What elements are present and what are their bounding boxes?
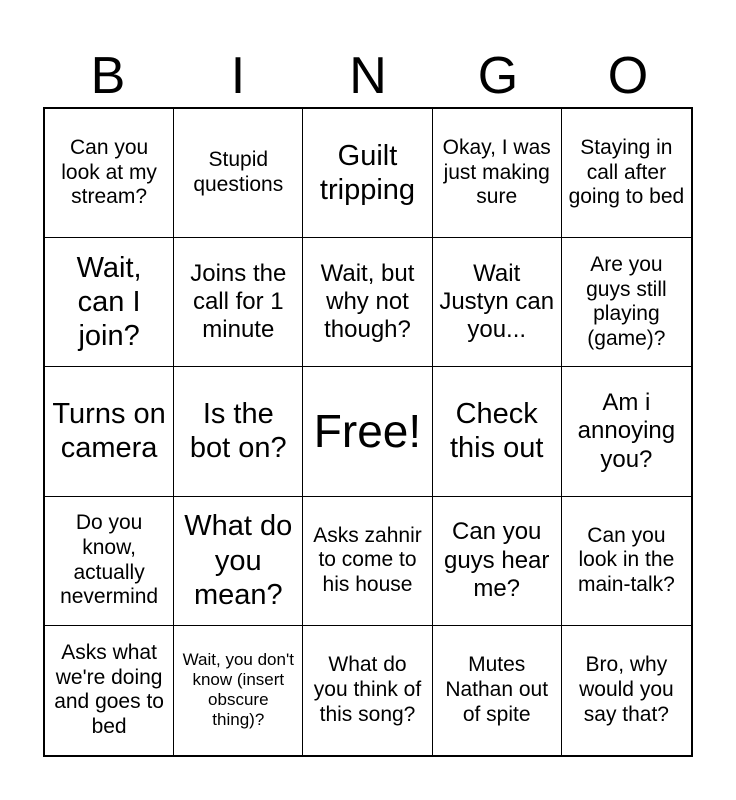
bingo-cell[interactable]: Wait, can I join? bbox=[45, 238, 174, 367]
bingo-cell[interactable]: Check this out bbox=[433, 367, 562, 496]
bingo-cell[interactable]: Guilt tripping bbox=[303, 109, 432, 238]
free-space-cell[interactable]: Free! bbox=[303, 367, 432, 496]
bingo-cell[interactable]: What do you mean? bbox=[174, 497, 303, 626]
bingo-cell[interactable]: Can you look in the main-talk? bbox=[562, 497, 691, 626]
bingo-header bbox=[43, 44, 693, 108]
bingo-cell[interactable]: Wait, you don't know (insert obscure thing)? bbox=[174, 626, 303, 755]
bingo-cell[interactable]: Stupid questions bbox=[174, 109, 303, 238]
header-letter-n: N bbox=[349, 47, 387, 105]
bingo-cell[interactable]: Turns on camera bbox=[45, 367, 174, 496]
bingo-cell[interactable]: Wait Justyn can you... bbox=[433, 238, 562, 367]
header-letter-b: B bbox=[90, 47, 126, 105]
header-letter-i: I bbox=[230, 47, 246, 105]
bingo-cell[interactable]: Am i annoying you? bbox=[562, 367, 691, 496]
bingo-cell[interactable]: Asks what we're doing and goes to bed bbox=[45, 626, 174, 755]
bingo-cell[interactable]: Are you guys still playing (game)? bbox=[562, 238, 691, 367]
bingo-cell[interactable]: Wait, but why not though? bbox=[303, 238, 432, 367]
bingo-cell[interactable]: Can you look at my stream? bbox=[45, 109, 174, 238]
bingo-cell[interactable]: Okay, I was just making sure bbox=[433, 109, 562, 238]
bingo-cell[interactable]: What do you think of this song? bbox=[303, 626, 432, 755]
bingo-cell[interactable]: Staying in call after going to bed bbox=[562, 109, 691, 238]
bingo-cell[interactable]: Joins the call for 1 minute bbox=[174, 238, 303, 367]
bingo-board bbox=[43, 107, 693, 757]
bingo-cell[interactable]: Is the bot on? bbox=[174, 367, 303, 496]
bingo-cell[interactable]: Asks zahnir to come to his house bbox=[303, 497, 432, 626]
bingo-cell[interactable]: Do you know, actually nevermind bbox=[45, 497, 174, 626]
bingo-cell[interactable]: Can you guys hear me? bbox=[433, 497, 562, 626]
bingo-cell[interactable]: Bro, why would you say that? bbox=[579, 653, 674, 726]
header-letter-g: G bbox=[477, 47, 519, 105]
header-letter-o: O bbox=[607, 47, 649, 105]
bingo-cell[interactable]: Mutes Nathan out of spite bbox=[433, 626, 562, 755]
